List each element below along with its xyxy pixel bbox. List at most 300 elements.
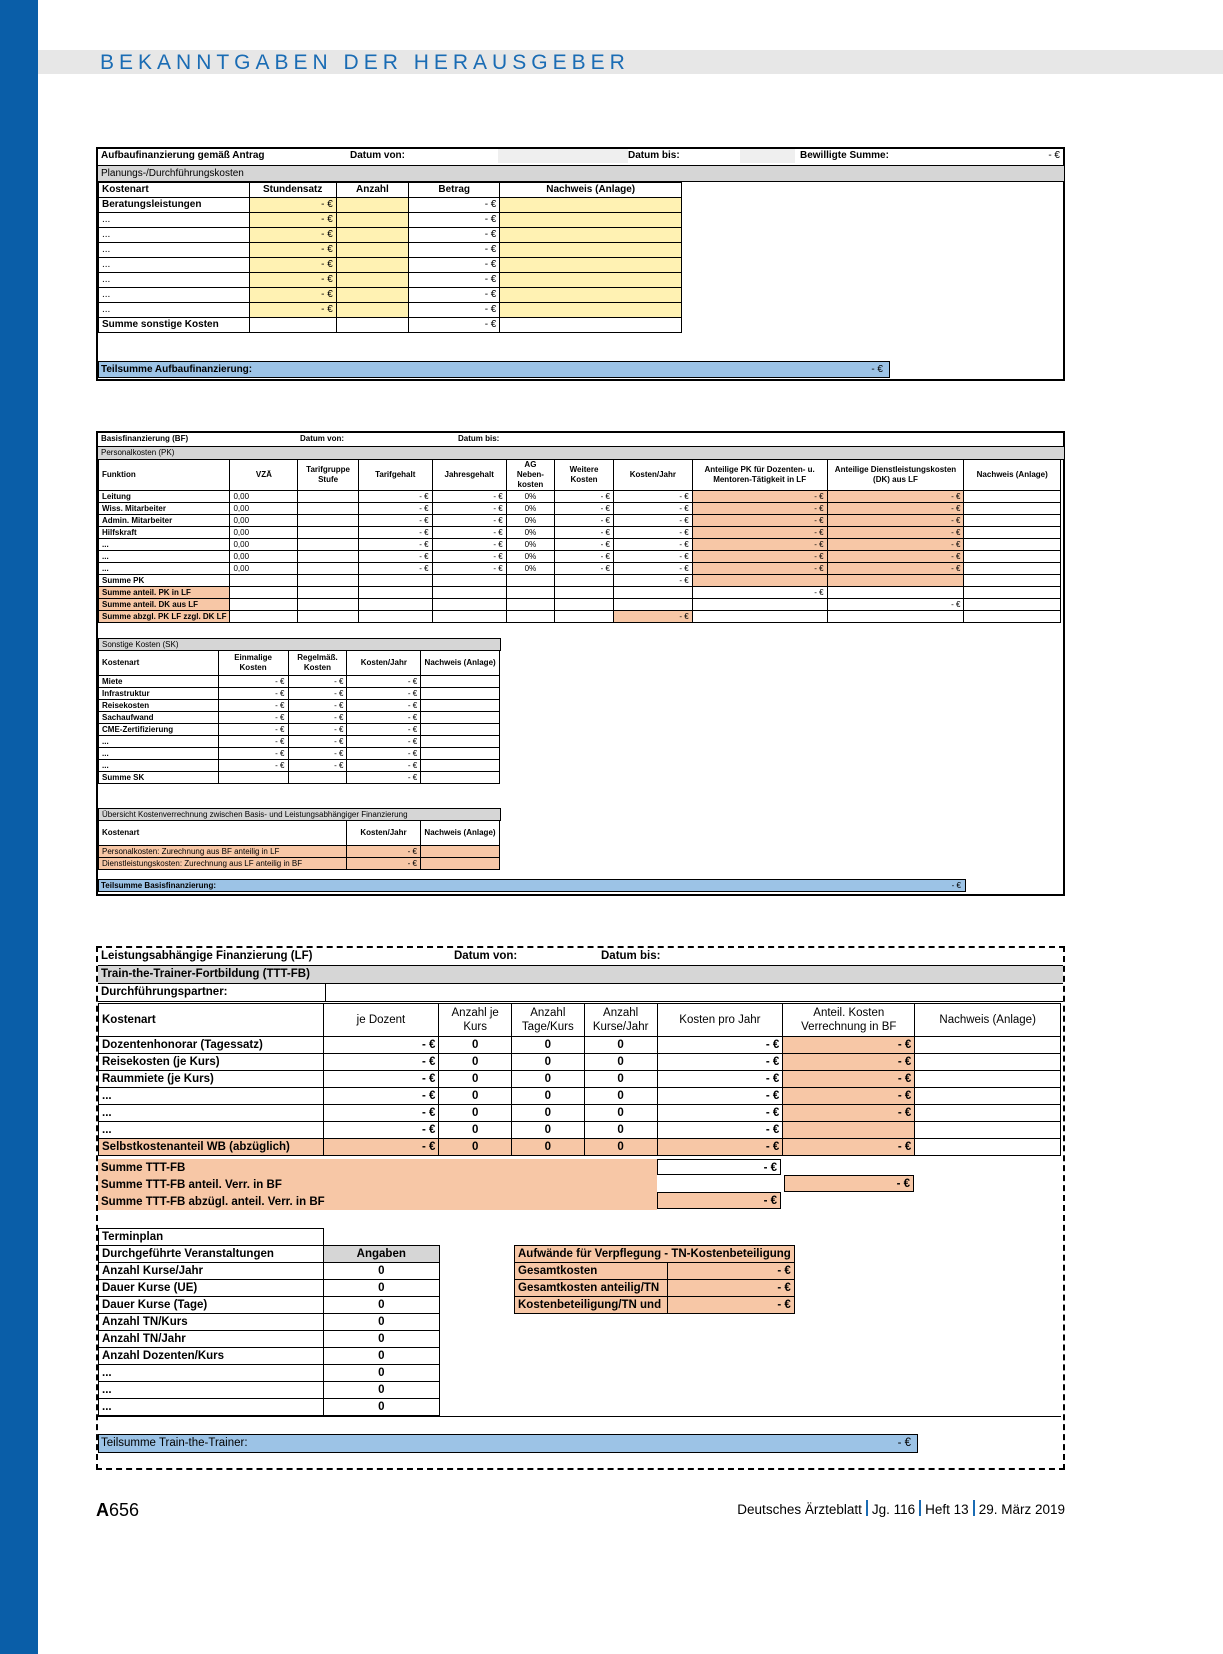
nachweis-cell[interactable] (500, 213, 682, 228)
sheet1-table (98, 182, 682, 333)
anteil-pk-cell[interactable]: - € (692, 539, 827, 551)
anteil-pk-cell[interactable]: - € (692, 491, 827, 503)
sheet1-bewilligt-label: Bewilligte Summe: (800, 150, 889, 161)
table-row (99, 1280, 440, 1297)
col-header: Anteilige PK für Dozenten- u. Mentoren-Tätigkeit in LF (692, 460, 827, 491)
dozent-cell[interactable]: - € (323, 1054, 439, 1071)
dozent-cell[interactable]: - € (323, 1105, 439, 1122)
anzahl-cell[interactable] (336, 213, 408, 228)
table-row (99, 575, 1061, 587)
partner-input[interactable] (326, 984, 1063, 1002)
sheet3-datum-bis: Datum bis: (601, 950, 661, 962)
anteil-cell[interactable]: - € (783, 1105, 915, 1122)
nachweis-cell[interactable] (964, 491, 1061, 503)
tage-kurs-cell[interactable]: 0 (511, 1139, 584, 1156)
verpflegung-table (514, 1245, 795, 1314)
table-row (99, 1382, 440, 1399)
row-label: ... (99, 1088, 324, 1105)
jahresgehalt-cell: - € (432, 491, 506, 503)
row-label: Personalkosten: Zurechnung aus BF anteilig in LF (99, 846, 347, 858)
row-label: Anzahl Kurse/Jahr (99, 1263, 324, 1280)
col-header: AG Neben-kosten (506, 460, 554, 491)
anteil-cell[interactable]: - € (783, 1054, 915, 1071)
anzahl-cell[interactable] (336, 243, 408, 258)
empty-cell (298, 575, 359, 587)
kurse-jahr-cell[interactable]: 0 (584, 1088, 657, 1105)
summe-abzgl-label: Summe abzgl. PK LF zzgl. DK LF (99, 611, 230, 623)
anzahl-kurs-cell[interactable]: 0 (439, 1122, 512, 1139)
einmalig-cell[interactable]: - € (218, 736, 288, 748)
vza-cell[interactable]: 0,00 (230, 539, 298, 551)
anteil-dk-cell[interactable]: - € (827, 551, 964, 563)
table-row (99, 1229, 440, 1246)
sheet1-title: Aufbaufinanzierung gemäß Antrag (101, 150, 265, 161)
regelm-cell[interactable]: - € (288, 736, 347, 748)
empty-cell (298, 599, 359, 611)
anzahl-cell[interactable] (336, 198, 408, 213)
col-header: Stundensatz (249, 183, 336, 198)
divider (98, 1416, 1061, 1417)
kurse-jahr-cell[interactable]: 0 (584, 1122, 657, 1139)
table-row (515, 1246, 795, 1263)
kosten-cell: - € (613, 539, 692, 551)
col-header: Jahresgehalt (432, 460, 506, 491)
regelm-cell[interactable]: - € (288, 688, 347, 700)
col-header: Nachweis (Anlage) (421, 651, 500, 676)
nachweis-cell[interactable] (915, 1139, 1061, 1156)
sheet2-title: Basisfinanzierung (BF) (101, 434, 189, 443)
col-header: Kosten pro Jahr (657, 1004, 783, 1037)
anzahl-cell[interactable] (336, 303, 408, 318)
table-row (99, 1399, 440, 1416)
anteil-dk-cell[interactable]: - € (827, 539, 964, 551)
row-label: ... (99, 563, 230, 575)
angaben-cell[interactable]: 0 (323, 1399, 439, 1416)
tarif-cell[interactable] (298, 491, 359, 503)
empty-cell (421, 772, 500, 784)
nachweis-cell[interactable] (915, 1054, 1061, 1071)
col-header: Kosten/Jahr (347, 821, 421, 846)
row-label: ... (99, 539, 230, 551)
nachweis-cell[interactable] (964, 527, 1061, 539)
table-row (99, 503, 1061, 515)
regelm-cell[interactable]: - € (288, 712, 347, 724)
row-label: Dauer Kurse (UE) (99, 1280, 324, 1297)
summe-ttt-abzgl-value: - € (657, 1192, 781, 1209)
ag-cell: 0% (506, 539, 554, 551)
einmalig-cell[interactable]: - € (218, 748, 288, 760)
einmalig-cell[interactable]: - € (218, 724, 288, 736)
col-header: je Dozent (323, 1004, 439, 1037)
col-header: Kosten/Jahr (613, 460, 692, 491)
anteil-cell[interactable]: - € (783, 1139, 915, 1156)
nachweis-cell[interactable] (915, 1122, 1061, 1139)
row-label: ... (99, 1122, 324, 1139)
regelm-cell[interactable]: - € (288, 724, 347, 736)
anzahl-kurs-cell[interactable]: 0 (439, 1139, 512, 1156)
kosten-cell: - € (613, 491, 692, 503)
nachweis-cell[interactable] (500, 198, 682, 213)
anteil-pk-cell[interactable]: - € (692, 515, 827, 527)
table-row (99, 213, 682, 228)
anteil-dk-cell[interactable]: - € (827, 515, 964, 527)
sheet-basisfinanzierung (96, 431, 1065, 896)
personalkosten-table (98, 459, 1061, 623)
rate-cell[interactable]: - € (249, 213, 336, 228)
nachweis-cell[interactable] (421, 736, 500, 748)
nachweis-cell[interactable] (421, 724, 500, 736)
kurse-jahr-cell[interactable]: 0 (584, 1054, 657, 1071)
anzahl-cell[interactable] (336, 288, 408, 303)
table-row (99, 1122, 1061, 1139)
rate-cell[interactable]: - € (249, 288, 336, 303)
empty-cell (506, 587, 554, 599)
sheet1-datum-bis-field[interactable] (740, 149, 795, 163)
sheet1-datum-von-field[interactable] (498, 149, 628, 163)
jahresgehalt-cell: - € (432, 503, 506, 515)
kurse-jahr-cell[interactable]: 0 (584, 1037, 657, 1054)
nachweis-cell[interactable] (964, 515, 1061, 527)
kurse-jahr-cell[interactable]: 0 (584, 1105, 657, 1122)
table-row (99, 288, 682, 303)
rate-cell[interactable]: - € (249, 198, 336, 213)
row-label: Dozentenhonorar (Tagessatz) (99, 1037, 324, 1054)
regelm-cell[interactable]: - € (288, 700, 347, 712)
anzahl-cell[interactable] (336, 258, 408, 273)
row-label: Sachaufwand (99, 712, 219, 724)
vza-cell[interactable]: 0,00 (230, 563, 298, 575)
anteil-pk-cell[interactable]: - € (692, 563, 827, 575)
table-row (99, 858, 500, 870)
table-header-row (99, 1246, 440, 1263)
tarifgehalt-cell: - € (358, 551, 432, 563)
row-label: Admin. Mitarbeiter (99, 515, 230, 527)
sheet3-title: Leistungsabhängige Finanzierung (LF) (101, 950, 313, 962)
betrag-cell: - € (409, 288, 500, 303)
col-header: Kostenart (99, 1004, 324, 1037)
tage-kurs-cell[interactable]: 0 (511, 1037, 584, 1054)
empty-cell (964, 611, 1061, 623)
anteil-dk-cell[interactable]: - € (827, 503, 964, 515)
regelm-cell[interactable]: - € (288, 760, 347, 772)
dozent-cell[interactable]: - € (323, 1088, 439, 1105)
col-header: Angaben (323, 1246, 439, 1263)
kosten-cell: - € (613, 527, 692, 539)
nachweis-cell[interactable] (500, 303, 682, 318)
empty-cell (432, 575, 506, 587)
angaben-cell[interactable]: 0 (323, 1348, 439, 1365)
angaben-cell[interactable]: 0 (323, 1297, 439, 1314)
table-row (99, 688, 500, 700)
anzahl-kurs-cell[interactable]: 0 (439, 1088, 512, 1105)
summe-pk-label: Summe PK (99, 575, 230, 587)
sheet2-datum-bis: Datum bis: (458, 434, 500, 443)
empty-cell (964, 599, 1061, 611)
sheet3-header-row (98, 948, 1063, 966)
table-row (99, 273, 682, 288)
col-header: Durchgeführte Veranstaltungen (99, 1246, 324, 1263)
nachweis-cell[interactable] (915, 1088, 1061, 1105)
sheet2-datum-von: Datum von: (300, 434, 344, 443)
journal-volume: Jg. 116 (871, 1502, 916, 1517)
einmalig-cell[interactable]: - € (218, 700, 288, 712)
table-row (99, 700, 500, 712)
nachweis-cell[interactable] (964, 551, 1061, 563)
table-row (99, 1365, 440, 1382)
summe-block (98, 1159, 657, 1210)
vza-cell[interactable]: 0,00 (230, 503, 298, 515)
rate-cell[interactable]: - € (249, 273, 336, 288)
empty-cell (288, 772, 347, 784)
table-row (99, 198, 682, 213)
table-row (99, 1037, 1061, 1054)
dozent-cell[interactable]: - € (323, 1139, 439, 1156)
col-header: Anzahl Tage/Kurs (511, 1004, 584, 1037)
row-label: Raummiete (je Kurs) (99, 1071, 324, 1088)
weitere-cell: - € (555, 503, 614, 515)
vza-cell[interactable]: 0,00 (230, 515, 298, 527)
nachweis-cell[interactable] (915, 1105, 1061, 1122)
nachweis-cell[interactable] (964, 539, 1061, 551)
summe-ttt-abzgl-label: Summe TTT-FB abzügl. anteil. Verr. in BF (101, 1196, 325, 1208)
angaben-cell[interactable]: 0 (323, 1365, 439, 1382)
betrag-cell: - € (409, 213, 500, 228)
kosten-jahr-cell: - € (657, 1122, 783, 1139)
angaben-cell[interactable]: 0 (323, 1263, 439, 1280)
sheet2-subtitle: Personalkosten (PK) (98, 446, 1064, 460)
kosten-cell: - € (613, 515, 692, 527)
empty-cell (230, 575, 298, 587)
angaben-cell[interactable]: 0 (323, 1331, 439, 1348)
tage-kurs-cell[interactable]: 0 (511, 1054, 584, 1071)
uv-title: Übersicht Kostenverrechnung zwischen Basis- und Leistungsabhängiger Finanzierung (98, 808, 501, 821)
kurse-jahr-cell[interactable]: 0 (584, 1139, 657, 1156)
nachweis-cell[interactable] (421, 688, 500, 700)
table-row (515, 1297, 795, 1314)
empty-cell (555, 587, 614, 599)
col-header: Nachweis (Anlage) (421, 821, 500, 846)
table-row (99, 1263, 440, 1280)
betrag-cell: - € (409, 228, 500, 243)
row-label: Beratungsleistungen (99, 198, 250, 213)
table-row (99, 1297, 440, 1314)
anteil-dk-cell[interactable]: - € (827, 563, 964, 575)
tage-kurs-cell[interactable]: 0 (511, 1122, 584, 1139)
regelm-cell[interactable]: - € (288, 748, 347, 760)
kostenverrechnung-table (98, 820, 500, 870)
table-row (99, 539, 1061, 551)
nachweis-cell[interactable] (500, 228, 682, 243)
value-cell: - € (667, 1263, 794, 1280)
sheet1-datum-bis: Datum bis: (628, 150, 680, 161)
row-label: Dienstleistungskosten: Zurechnung aus LF anteilig in BF (99, 858, 347, 870)
nachweis-cell[interactable] (500, 258, 682, 273)
regelm-cell[interactable]: - € (288, 676, 347, 688)
table-row (99, 736, 500, 748)
col-header: Einmalige Kosten (218, 651, 288, 676)
summe-label: Summe sonstige Kosten (99, 318, 250, 333)
table-row (99, 491, 1061, 503)
empty-cell (506, 575, 554, 587)
nachweis-cell[interactable] (421, 858, 500, 870)
empty-cell (358, 599, 432, 611)
sheet2-header-row (98, 433, 1063, 445)
table-row (99, 1348, 440, 1365)
dozent-cell[interactable]: - € (323, 1071, 439, 1088)
row-label: ... (99, 243, 250, 258)
anteil-cell[interactable]: - € (783, 1088, 915, 1105)
teilsumme-label: Teilsumme Aufbaufinanzierung: (101, 364, 253, 375)
row-label: Infrastruktur (99, 688, 219, 700)
nachweis-cell[interactable] (500, 243, 682, 258)
anteil-pk-cell[interactable]: - € (692, 503, 827, 515)
kosten-cell: - € (347, 736, 421, 748)
nachweis-cell[interactable] (421, 846, 500, 858)
einmalig-cell[interactable]: - € (218, 712, 288, 724)
separator (973, 1500, 975, 1516)
anteil-cell[interactable]: - € (783, 1071, 915, 1088)
empty-cell (964, 587, 1061, 599)
rate-cell[interactable]: - € (249, 243, 336, 258)
row-label: ... (99, 1382, 324, 1399)
row-label: Gesamtkosten (515, 1263, 668, 1280)
dozent-cell[interactable]: - € (323, 1122, 439, 1139)
angaben-cell[interactable]: 0 (323, 1280, 439, 1297)
table-row (99, 1054, 1061, 1071)
table-header-row (99, 460, 1061, 491)
sonstige-kosten-table (98, 650, 500, 784)
nachweis-cell[interactable] (964, 563, 1061, 575)
row-label: Reisekosten (99, 700, 219, 712)
kosten-cell: - € (347, 760, 421, 772)
col-header: Kostenart (99, 651, 219, 676)
vza-cell[interactable]: 0,00 (230, 491, 298, 503)
anteil-dk-cell[interactable]: - € (827, 491, 964, 503)
empty-cell (506, 599, 554, 611)
kosten-jahr-cell: - € (657, 1105, 783, 1122)
weitere-cell: - € (555, 539, 614, 551)
tarif-cell[interactable] (298, 539, 359, 551)
nachweis-cell[interactable] (915, 1071, 1061, 1088)
empty-cell (692, 611, 827, 623)
anteil-pk-cell[interactable]: - € (692, 551, 827, 563)
tarif-cell[interactable] (298, 527, 359, 539)
vza-cell[interactable]: 0,00 (230, 527, 298, 539)
empty-cell (827, 575, 964, 587)
jahresgehalt-cell: - € (432, 527, 506, 539)
tarif-cell[interactable] (298, 503, 359, 515)
row-label: Dauer Kurse (Tage) (99, 1297, 324, 1314)
col-header: Nachweis (Anlage) (964, 460, 1061, 491)
col-header: Funktion (99, 460, 230, 491)
table-row (99, 760, 500, 772)
nachweis-cell[interactable] (421, 748, 500, 760)
row-label: ... (99, 258, 250, 273)
col-header: Tarifgehalt (358, 460, 432, 491)
nachweis-cell[interactable] (915, 1037, 1061, 1054)
anteil-dk-cell[interactable]: - € (827, 527, 964, 539)
einmalig-cell[interactable]: - € (218, 688, 288, 700)
anzahl-cell[interactable] (336, 273, 408, 288)
anzahl-cell[interactable] (336, 228, 408, 243)
table-header-row (99, 183, 682, 198)
verpflegung-title: Aufwände für Verpflegung - TN-Kostenbeteiligung (515, 1246, 795, 1263)
tarif-cell[interactable] (298, 515, 359, 527)
col-header: Anzahl Kurse/Jahr (584, 1004, 657, 1037)
table-row (99, 599, 1061, 611)
empty-cell (218, 772, 288, 784)
row-label: Wiss. Mitarbeiter (99, 503, 230, 515)
row-label: ... (99, 228, 250, 243)
einmalig-cell[interactable]: - € (218, 760, 288, 772)
nachweis-cell[interactable] (421, 676, 500, 688)
jahresgehalt-cell: - € (432, 515, 506, 527)
anzahl-kurs-cell[interactable]: 0 (439, 1054, 512, 1071)
tarif-cell[interactable] (298, 563, 359, 575)
row-label: ... (99, 551, 230, 563)
anteil-cell[interactable]: - € (783, 1037, 915, 1054)
anzahl-kurs-cell[interactable]: 0 (439, 1071, 512, 1088)
vza-cell[interactable]: 0,00 (230, 551, 298, 563)
kosten-cell: - € (347, 724, 421, 736)
tage-kurs-cell[interactable]: 0 (511, 1105, 584, 1122)
summe-abzgl-value: - € (613, 611, 692, 623)
summe-ttt-anteil-value: - € (784, 1175, 914, 1192)
rate-cell[interactable]: - € (249, 228, 336, 243)
tage-kurs-cell[interactable]: 0 (511, 1071, 584, 1088)
kurse-jahr-cell[interactable]: 0 (584, 1071, 657, 1088)
empty-cell (358, 611, 432, 623)
anzahl-kurs-cell[interactable]: 0 (439, 1105, 512, 1122)
row-label: Miete (99, 676, 219, 688)
nachweis-cell[interactable] (421, 700, 500, 712)
rate-cell[interactable]: - € (249, 258, 336, 273)
nachweis-cell[interactable] (964, 503, 1061, 515)
sheet3-subtitle: Train-the-Trainer-Fortbildung (TTT-FB) (98, 966, 1063, 984)
summe-sk-value: - € (347, 772, 421, 784)
tarifgehalt-cell: - € (358, 503, 432, 515)
sheet1-bewilligt-value: - € (1048, 150, 1060, 161)
table-row (99, 1139, 1061, 1156)
row-label: Gesamtkosten anteilig/TN (515, 1280, 668, 1297)
tage-kurs-cell[interactable]: 0 (511, 1088, 584, 1105)
nachweis-cell[interactable] (421, 712, 500, 724)
col-header: Tarifgruppe Stufe (298, 460, 359, 491)
kosten-cell: - € (347, 700, 421, 712)
einmalig-cell[interactable]: - € (218, 676, 288, 688)
nachweis-cell[interactable] (500, 288, 682, 303)
dozent-cell[interactable]: - € (323, 1037, 439, 1054)
teilsumme-value: - € (951, 881, 961, 890)
sk-title: Sonstige Kosten (SK) (98, 638, 501, 651)
table-header-row (99, 651, 500, 676)
tarif-cell[interactable] (298, 551, 359, 563)
weitere-cell: - € (555, 563, 614, 575)
anteil-pk-cell[interactable]: - € (692, 527, 827, 539)
sheet3-datum-von: Datum von: (454, 950, 518, 962)
nachweis-cell[interactable] (421, 760, 500, 772)
tarifgehalt-cell: - € (358, 539, 432, 551)
angaben-cell[interactable]: 0 (323, 1314, 439, 1331)
angaben-cell[interactable]: 0 (323, 1382, 439, 1399)
nachweis-cell[interactable] (500, 273, 682, 288)
empty-cell (964, 575, 1061, 587)
kosten-cell: - € (613, 503, 692, 515)
rate-cell[interactable]: - € (249, 303, 336, 318)
anzahl-kurs-cell[interactable]: 0 (439, 1037, 512, 1054)
empty-cell (555, 599, 614, 611)
row-label: Hilfskraft (99, 527, 230, 539)
